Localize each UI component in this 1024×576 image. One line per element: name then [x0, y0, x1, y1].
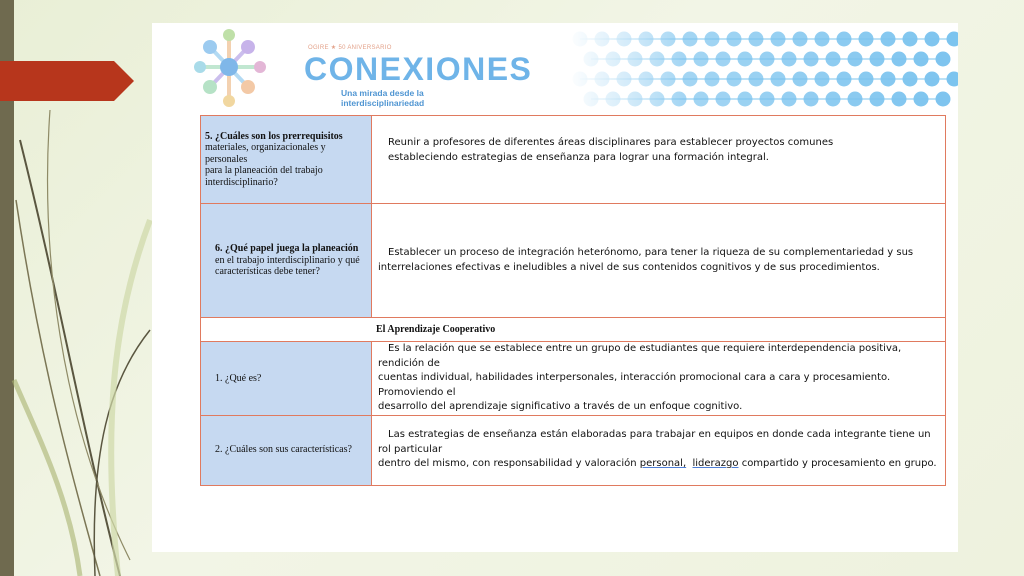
question-line: en el trabajo interdisciplinario y qué: [215, 254, 360, 266]
question-line: materiales, organizacionales y: [205, 142, 326, 154]
answer-line: cuentas individual, habilidades interpersonales, interacción promocional cara a cara y procesamiento. Promoviendo el: [378, 372, 891, 398]
answer-cell: [372, 116, 946, 204]
answer-line-segment: dentro del mismo, con responsabilidad y valoración: [378, 458, 640, 470]
question-line: para la planeación del trabajo: [205, 165, 323, 177]
table-row: [201, 342, 946, 416]
answer-text: [378, 136, 939, 165]
answer-text: [378, 246, 939, 275]
answer-cell: [372, 342, 946, 416]
question-text: [205, 131, 367, 189]
answer-line: Es la relación que se establece entre un grupo de estudiantes que requiere interdependencia positiva, rendición de: [378, 343, 902, 369]
question-text: 1. ¿Qué es?: [215, 372, 262, 384]
question-cell: [201, 415, 372, 485]
question-line: personales: [205, 153, 248, 165]
logo-kicker: OGIRE ★ 50 ANIVERSARIO: [308, 45, 392, 51]
question-line: características debe tener?: [215, 266, 320, 278]
table-row: [201, 116, 946, 204]
red-arrow-bullet: [0, 61, 134, 101]
answer-line: Reunir a profesores de diferentes áreas disciplinares para establecer proyectos comunes: [388, 137, 834, 148]
content-table: [200, 115, 946, 486]
table-row: [201, 204, 946, 318]
section-heading: El Aprendizaje Cooperativo: [201, 318, 946, 342]
answer-line: estableciendo estrategias de enseñanza para lograr una formación integral.: [388, 151, 769, 163]
logo-emblem-icon: [190, 27, 270, 111]
question-cell: [201, 204, 372, 318]
answer-text: [378, 428, 939, 472]
answer-cell: [372, 415, 946, 485]
question-line: 6. ¿Qué papel juega la planeación: [215, 243, 359, 255]
slide-content: [152, 23, 958, 552]
question-line: interdisciplinario?: [205, 176, 278, 188]
logo-tagline: Una mirada desde la interdisciplinariedad: [341, 88, 425, 108]
underlined-word: liderazgo: [692, 458, 739, 470]
header-dot-pattern: [566, 27, 958, 109]
answer-line: Las estrategias de enseñanza están elaboradas para trabajar en equipos en donde cada integrante tiene un rol particular: [378, 429, 931, 455]
question-line: 5. ¿Cuáles son los prerrequisitos: [205, 130, 343, 142]
question-cell: [201, 342, 372, 416]
question-cell: [201, 116, 372, 204]
answer-cell: [372, 204, 946, 318]
section-heading-row: [201, 318, 946, 342]
question-text: 2. ¿Cuáles son sus características?: [215, 444, 352, 456]
logo: [190, 27, 533, 111]
answer-line: desarrollo del aprendizaje significativo a través de un enfoque cognitivo.: [378, 401, 743, 412]
answer-line-segment: compartido y procesamiento en grupo.: [738, 458, 937, 470]
logo-title: CONEXIONES: [304, 51, 533, 87]
answer-text: [378, 342, 939, 415]
answer-line: interrelaciones efectivas e ineludibles a nivel de sus contenidos cognitivos y de sus procedimientos.: [378, 261, 880, 273]
answer-line: Establecer un proceso de integración heterónomo, para tener la riqueza de su complementariedad y sus: [388, 247, 914, 258]
question-text: [205, 243, 367, 278]
underlined-word: personal,: [639, 458, 687, 470]
table-row: [201, 415, 946, 485]
